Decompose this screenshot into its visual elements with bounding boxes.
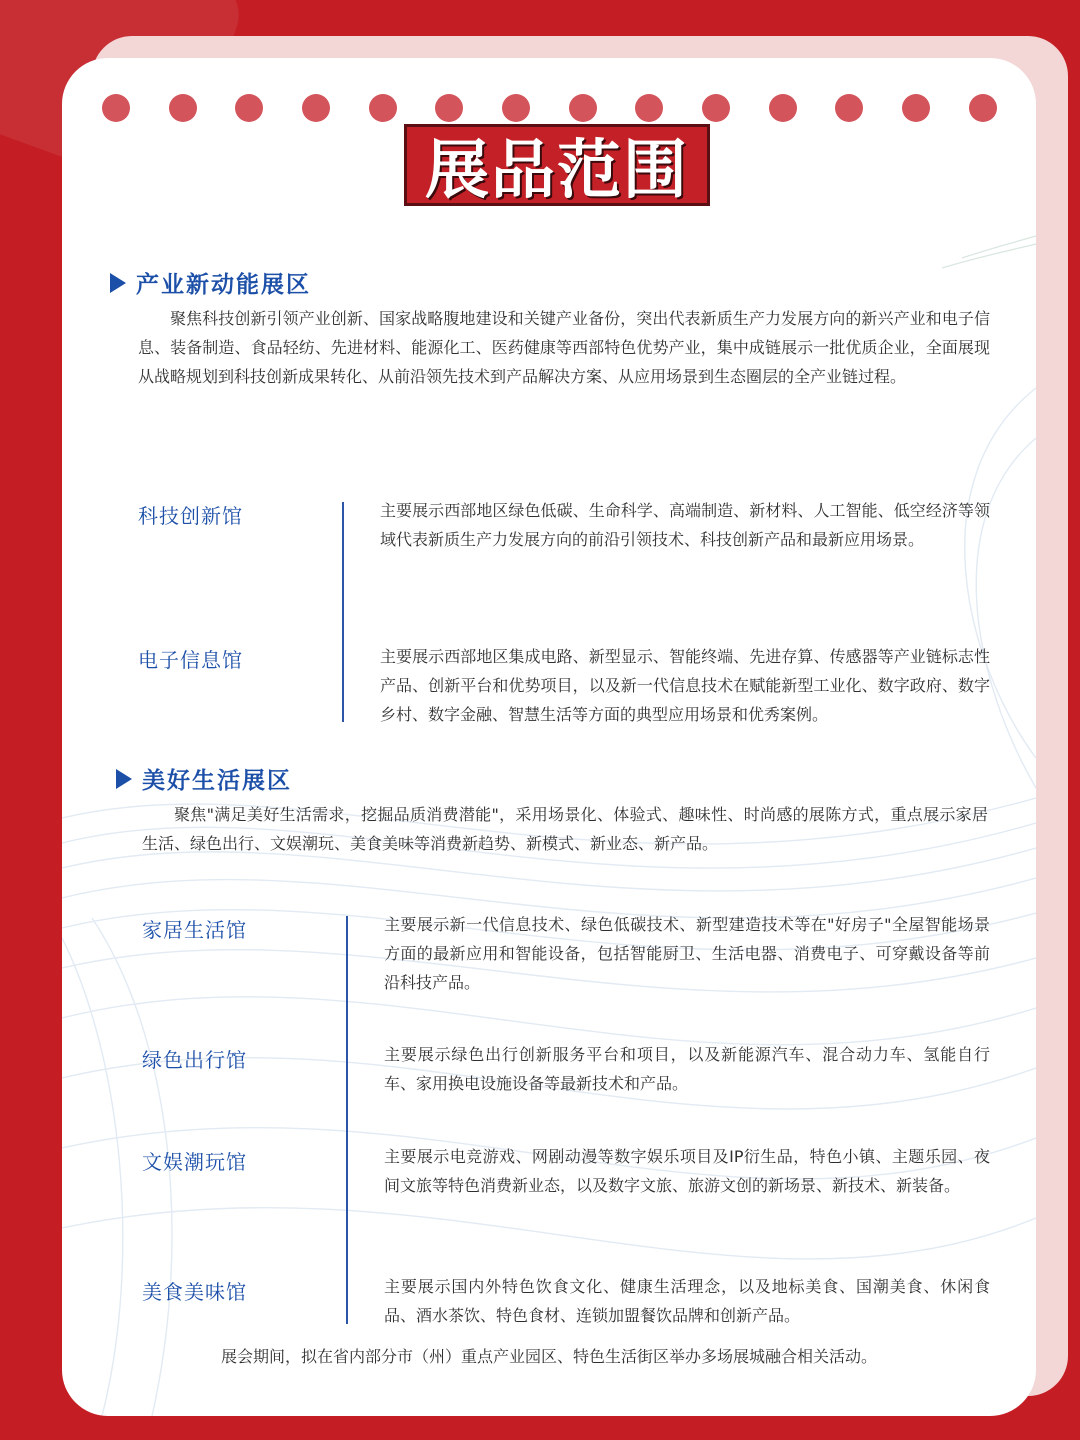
dot — [435, 94, 463, 122]
section-intro: 聚焦科技创新引领产业创新、国家战略腹地建设和关键产业备份，突出代表新质生产力发展方向的新兴产业和电子信息、装备制造、食品轻纺、先进材料、能源化工、医药健康等西部特色优势产业，集中成链展示一批优质企业，全面展现从战略规划到科技创新成果转化、从前沿领先技术到产品解决方案、从应用场景到生态圈层的全产业链过程。 — [138, 309, 990, 386]
dot — [835, 94, 863, 122]
section-intro: 聚焦"满足美好生活需求，挖掘品质消费潜能"，采用场景化、体验式、趣味性、时尚感的展陈方式，重点展示家居生活、绿色出行、文娱潮玩、美食美味等消费新趋势、新模式、新业态、新产品。 — [142, 805, 988, 853]
dot — [969, 94, 997, 122]
hall-name: 绿色出行馆 — [142, 1048, 247, 1072]
dot — [902, 94, 930, 122]
triangle-right-icon — [110, 273, 126, 293]
dot — [302, 94, 330, 122]
hall-name: 文娱潮玩馆 — [142, 1150, 247, 1174]
section-header-life — [116, 762, 292, 795]
triangle-right-icon — [116, 769, 132, 789]
dot — [769, 94, 797, 122]
hall-description: 主要展示新一代信息技术、绿色低碳技术、新型建造技术等在"好房子"全屋智能场景方面的最新应用和智能设备，包括智能厨卫、生活电器、消费电子、可穿戴设备等前沿科技产品。 — [384, 915, 990, 992]
page-title: 展品范围 — [425, 134, 689, 208]
dot — [235, 94, 263, 122]
hall-name: 科技创新馆 — [138, 504, 243, 528]
wave-background — [62, 58, 1036, 1416]
hall-name: 电子信息馆 — [138, 648, 243, 672]
content-card — [62, 58, 1036, 1416]
section-title: 产业新动能展区 — [136, 272, 311, 298]
dot — [102, 94, 130, 122]
dot — [502, 94, 530, 122]
hall-description: 主要展示西部地区集成电路、新型显示、智能终端、先进存算、传感器等产业链标志性产品、创新平台和优势项目，以及新一代信息技术在赋能新型工业化、数字政府、数字乡村、数字金融、智慧生活等方面的典型应用场景和优秀案例。 — [380, 647, 990, 724]
hall-name: 美食美味馆 — [142, 1280, 247, 1304]
hall-description: 主要展示西部地区绿色低碳、生命科学、高端制造、新材料、人工智能、低空经济等领域代表新质生产力发展方向的前沿引领技术、科技创新产品和最新应用场景。 — [380, 501, 990, 549]
dot — [169, 94, 197, 122]
hall-description: 主要展示绿色出行创新服务平台和项目，以及新能源汽车、混合动力车、氢能自行车、家用换电设施设备等最新技术和产品。 — [384, 1045, 990, 1093]
footer-note: 展会期间，拟在省内部分市（州）重点产业园区、特色生活街区举办多场展城融合相关活动。 — [220, 1347, 877, 1366]
divider-line — [342, 502, 344, 722]
page-title-box — [404, 124, 710, 206]
section-title: 美好生活展区 — [142, 768, 292, 794]
dot — [635, 94, 663, 122]
divider-line — [346, 916, 348, 1324]
dot — [702, 94, 730, 122]
dot — [369, 94, 397, 122]
hall-description: 主要展示国内外特色饮食文化、健康生活理念，以及地标美食、国潮美食、休闲食品、酒水茶饮、特色食材、连锁加盟餐饮品牌和创新产品。 — [384, 1277, 990, 1325]
section-header-industry — [110, 266, 311, 299]
hall-name: 家居生活馆 — [142, 918, 247, 942]
hall-description: 主要展示电竞游戏、网剧动漫等数字娱乐项目及IP衍生品，特色小镇、主题乐园、夜间文旅等特色消费新业态，以及数字文旅、旅游文创的新场景、新技术、新装备。 — [384, 1147, 990, 1195]
dot — [569, 94, 597, 122]
